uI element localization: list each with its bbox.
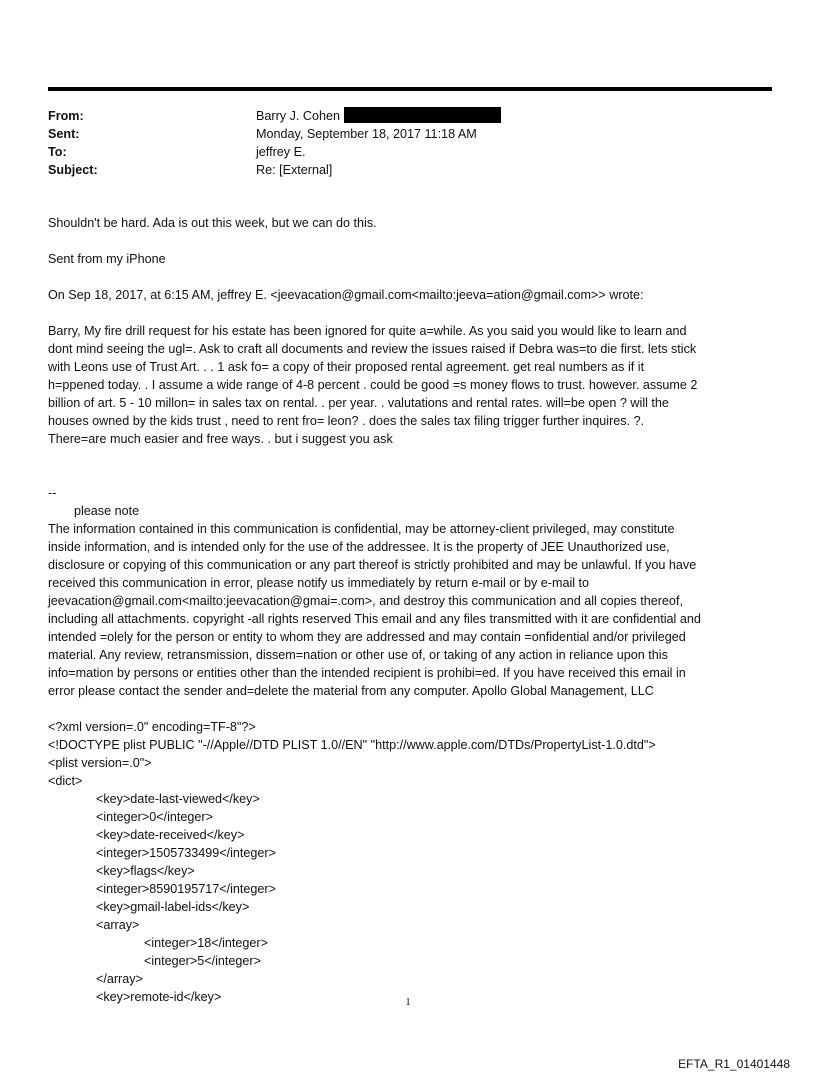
disclaimer-line: disclosure or copying of this communication or any part thereof is strictly prohibited and may be unlawful. If you have	[48, 558, 697, 572]
xml-line: <key>date-last-viewed</key>	[96, 792, 260, 806]
xml-line: <integer>0</integer>	[96, 810, 213, 824]
quoted-line: Barry, My fire drill request for his estate has been ignored for quite a=while. As you said you would like to learn and	[48, 324, 687, 338]
to-label: To:	[48, 145, 67, 159]
disclaimer	[48, 520, 778, 700]
signature-dash: --	[48, 486, 57, 500]
subject-value: Re: [External]	[256, 163, 333, 177]
disclaimer-line: The information contained in this communication is confidential, may be attorney-client privileged, may constitute	[48, 522, 675, 536]
quoted-line: dont mind seeing the ugl=. Ask to craft all documents and review the issues raised if Debra was=to die first. lets stick	[48, 342, 697, 356]
sent-value: Monday, September 18, 2017 11:18 AM	[256, 127, 477, 141]
quoted-line: billion of art. 5 - 10 millon= in sales tax on rental. . per year. . valutations and rental rates. will=be open ? will the	[48, 396, 669, 410]
disclaimer-line: received this communication in error, please notify us immediately by return e-mail or by e-mail to	[48, 576, 590, 590]
to-row	[48, 143, 748, 161]
xml-line: <integer>8590195717</integer>	[96, 882, 276, 896]
sent-label: Sent:	[48, 127, 80, 141]
disclaimer-line: info=mation by persons or entities other than the intended recipient is prohibi=ed. If you have received this email in	[48, 666, 686, 680]
email-header	[48, 107, 748, 179]
xml-line: <integer>5</integer>	[144, 954, 261, 968]
from-row	[48, 107, 748, 125]
from-name: Barry J. Cohen	[256, 109, 340, 123]
disclaimer-line: inside information, and is intended only for the use of the addressee. It is the property of JEE Unauthorized use,	[48, 540, 670, 554]
xml-line: <key>date-received</key>	[96, 828, 245, 842]
disclaimer-line: intended =olely for the person or entity to whom they are addressed and may contain =onfidential and/or privileged	[48, 630, 686, 644]
quoted-line: with Leons use of Trust Art. . . 1 ask fo= a copy of their proposed rental agreement. get real numbers as if it	[48, 360, 645, 374]
subject-label: Subject:	[48, 163, 98, 177]
plist-xml	[48, 718, 778, 1006]
disclaimer-line: including all attachments. copyright -all rights reserved This email and any files transmitted with it are confidential and	[48, 612, 701, 626]
disclaimer-line: material. Any review, retransmission, dissem=nation or other use of, or taking of any action in reliance upon this	[48, 648, 668, 662]
redaction-bar	[344, 107, 501, 123]
xml-line: <key>gmail-label-ids</key>	[96, 900, 250, 914]
email-body	[48, 214, 778, 1006]
quote-intro: On Sep 18, 2017, at 6:15 AM, jeffrey E. <jeevacation@gmail.com<mailto:jeeva=ation@gmail.com>> wrote:	[48, 288, 644, 302]
xml-line: </array>	[96, 972, 143, 986]
xml-line: <dict>	[48, 774, 83, 788]
xml-line: <integer>18</integer>	[144, 936, 268, 950]
header-rule	[48, 87, 772, 91]
xml-line: <integer>1505733499</integer>	[96, 846, 276, 860]
reply-text: Shouldn't be hard. Ada is out this week, but we can do this.	[48, 216, 377, 230]
signature-text: Sent from my iPhone	[48, 252, 166, 266]
from-value	[256, 107, 501, 125]
bates-number: EFTA_R1_01401448	[678, 1057, 790, 1071]
xml-line: <?xml version=.0" encoding=TF-8"?>	[48, 720, 256, 734]
quoted-message	[48, 322, 778, 448]
from-label: From:	[48, 109, 84, 123]
page-number: 1	[405, 996, 411, 1008]
disclaimer-line: error please contact the sender and=delete the material from any computer. Apollo Global Management, LLC	[48, 684, 654, 698]
subject-row	[48, 161, 748, 179]
sent-row	[48, 125, 748, 143]
quoted-line: h=ppened today. . I assume a wide range of 4-8 percent . could be good =s money flows to trust. however. assume 2	[48, 378, 698, 392]
quoted-line: There=are much easier and free ways. . but i suggest you ask	[48, 432, 393, 446]
xml-line: <!DOCTYPE plist PUBLIC "-//Apple//DTD PLIST 1.0//EN" "http://www.apple.com/DTDs/PropertyList-1.0.dtd">	[48, 738, 656, 752]
xml-line: <key>flags</key>	[96, 864, 195, 878]
disclaimer-line: jeevacation@gmail.com<mailto:jeevacation@gmai=.com>, and destroy this communication and all copies thereof,	[48, 594, 683, 608]
xml-line: <array>	[96, 918, 140, 932]
xml-line: <key>remote-id</key>	[96, 990, 222, 1004]
xml-line: <plist version=.0">	[48, 756, 152, 770]
please-note: please note	[74, 504, 140, 518]
to-value: jeffrey E.	[256, 145, 306, 159]
quoted-line: houses owned by the kids trust , need to rent fro= leon? . does the sales tax filing trigger further inquires. ?.	[48, 414, 645, 428]
